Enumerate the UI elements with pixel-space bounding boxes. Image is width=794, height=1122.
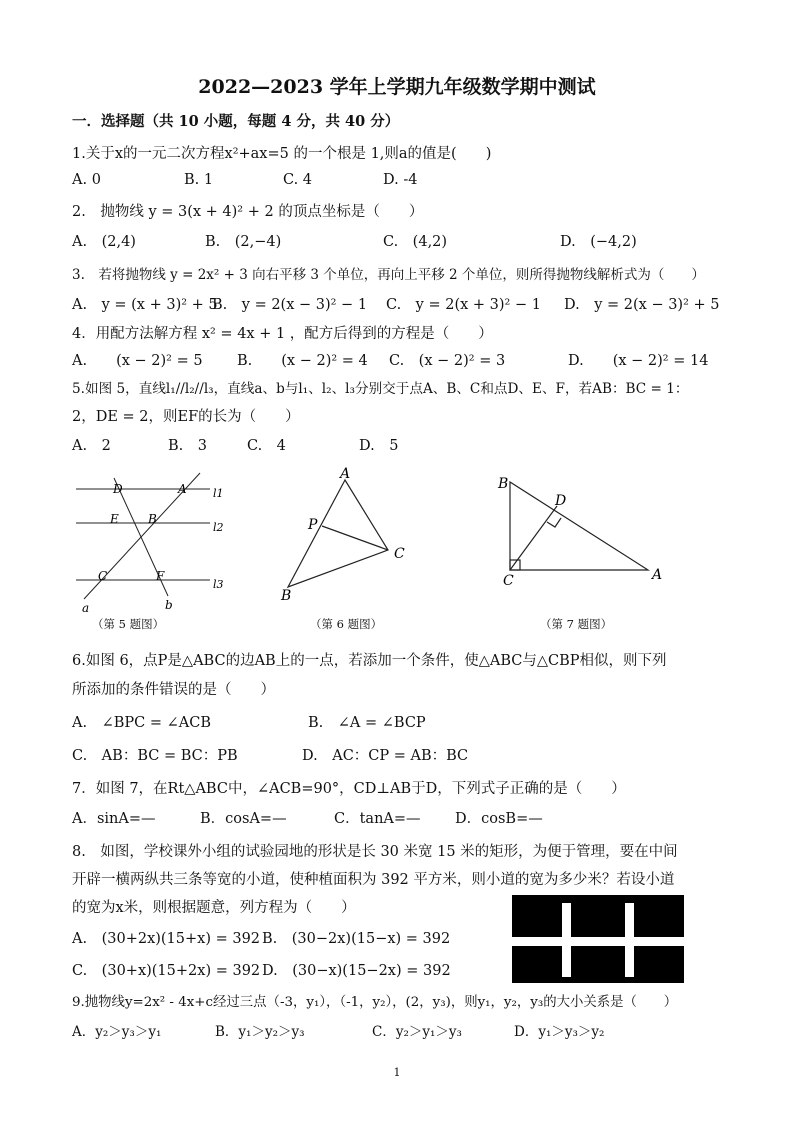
figure-5-caption: （第 5 题图） (92, 617, 165, 631)
question-6-stem-line1: 6.如图 6，点P是△ABC的边AB上的一点，若添加一个条件，使△ABC与△CBP相似，则下列 (72, 653, 667, 669)
figure-6-caption: （第 6 题图） (310, 617, 383, 631)
label-C: C (503, 573, 514, 589)
q4-option-c: C. (x − 2)² = 3 (389, 353, 506, 369)
label-A: A (340, 466, 351, 482)
q1-option-c: C. 4 (283, 172, 313, 188)
q5-option-c: C. 4 (247, 438, 286, 454)
question-8-stem-line1: 8. 如图，学校课外小组的试验园地的形状是长 30 米宽 15 米的矩形，为便于管理，要在中间 (72, 844, 678, 860)
q7-option-a: A．sinA=— (72, 811, 156, 827)
q3-option-a: A. y = (x + 3)² + 5 (72, 297, 218, 313)
label-l3: l3 (213, 578, 224, 591)
label-P: P (308, 517, 318, 533)
q9-option-d: D．y₁＞y₃＞y₂ (514, 1024, 605, 1040)
q1-option-d: D. -4 (383, 172, 418, 188)
q2-option-b: B. (2,−4) (205, 234, 282, 250)
question-5-stem-line1: 5.如图 5，直线l₁//l₂//l₃，直线a、b与l₁、l₂、l₃分别交于点A、B、C和点D、E、F，若AB：BC = 1： (72, 381, 689, 397)
label-A: A (652, 567, 663, 583)
q2-option-a: A. (2,4) (72, 234, 136, 250)
label-B: B (281, 588, 292, 604)
q8-option-d: D. (30−x)(15−2x) = 392 (262, 963, 451, 979)
label-E: E (110, 512, 119, 526)
question-1-stem: 1.关于x的一元二次方程x²+ax=5 的一个根是 1,则a的值是( ) (72, 146, 492, 162)
question-3-stem: 3. 若将抛物线 y = 2x² + 3 向右平移 3 个单位，再向上平移 2 个单位，则所得抛物线解析式为（ ） (72, 267, 705, 283)
q9-option-a: A．y₂＞y₃＞y₁ (72, 1024, 162, 1040)
q8-option-c: C. (30+x)(15+2x) = 392 (72, 963, 261, 979)
figure-5-parallel-lines (70, 466, 240, 616)
q3-option-b: B. y = 2(x − 3)² − 1 (212, 297, 368, 313)
figure-8-garden-paths (512, 895, 684, 983)
label-b: b (165, 598, 173, 612)
q7-option-d: D．cosB=— (455, 811, 543, 827)
page-title: 2022—2023 学年上学期九年级数学期中测试 (198, 76, 596, 98)
label-A: A (178, 482, 187, 496)
q3-option-d: D. y = 2(x − 3)² + 5 (564, 297, 720, 313)
label-F: F (156, 569, 165, 583)
figure-6-triangle (270, 462, 420, 607)
question-8-stem-line3: 的宽为x米，则根据题意，列方程为（ ） (72, 900, 356, 916)
question-8-stem-line2: 开辟一横两纵共三条等宽的小道，使种植面积为 392 平方米，则小道的宽为多少米？若设小道 (72, 872, 675, 888)
q8-option-a: A. (30+2x)(15+x) = 392 (72, 931, 261, 947)
label-D: D (113, 482, 123, 496)
q6-option-c: C. AB：BC = BC：PB (72, 748, 238, 764)
q6-option-b: B. ∠A = ∠BCP (308, 715, 426, 731)
label-B: B (148, 512, 157, 526)
q6-option-a: A. ∠BPC = ∠ACB (72, 715, 211, 731)
label-C: C (98, 569, 108, 583)
question-5-stem-line2: 2，DE = 2，则EF的长为（ ） (72, 409, 300, 425)
question-4-stem: 4．用配方法解方程 x² = 4x + 1 ，配方后得到的方程是（ ） (72, 326, 493, 342)
label-l1: l1 (213, 487, 224, 500)
q1-option-b: B. 1 (184, 172, 214, 188)
q9-option-b: B．y₁＞y₂＞y₃ (215, 1024, 305, 1040)
label-B: B (498, 476, 509, 492)
question-6-stem-line2: 所添加的条件错误的是（ ） (72, 682, 275, 698)
figure-7-right-triangle (488, 466, 678, 591)
q4-option-b: B. (x − 2)² = 4 (237, 353, 368, 369)
question-7-stem: 7．如图 7，在Rt△ABC中，∠ACB=90°，CD⊥AB于D，下列式子正确的是（ ） (72, 781, 626, 797)
label-C: C (394, 546, 405, 562)
q1-option-a: A. 0 (72, 172, 101, 188)
question-9-stem: 9.抛物线y=2x² - 4x+c经过三点（-3，y₁），（-1，y₂），(2，y₃)，则y₁，y₂，y₃的大小关系是（ ） (72, 995, 678, 1010)
label-a: a (82, 601, 90, 615)
q6-option-d: D. AC：CP = AB：BC (302, 748, 469, 764)
question-2-stem: 2. 抛物线 y = 3(x + 4)² + 2 的顶点坐标是（ ） (72, 204, 424, 220)
q5-option-d: D. 5 (359, 438, 399, 454)
figure-7-caption: （第 7 题图） (540, 617, 613, 631)
q5-option-a: A. 2 (72, 438, 111, 454)
q4-option-d: D. (x − 2)² = 14 (568, 353, 709, 369)
q3-option-c: C. y = 2(x + 3)² − 1 (386, 297, 541, 313)
section-heading: 一．选择题（共 10 小题，每题 4 分，共 40 分） (72, 113, 400, 130)
q5-option-b: B. 3 (168, 438, 207, 454)
q9-option-c: C．y₂＞y₁＞y₃ (372, 1024, 462, 1040)
q7-option-c: C．tanA=— (334, 811, 421, 827)
label-D: D (555, 493, 567, 509)
q4-option-a: A. (x − 2)² = 5 (72, 353, 203, 369)
q2-option-c: C. (4,2) (383, 234, 448, 250)
q8-option-b: B. (30−2x)(15−x) = 392 (262, 931, 451, 947)
page-number: 1 (393, 1066, 401, 1079)
q2-option-d: D. (−4,2) (560, 234, 637, 250)
q7-option-b: B．cosA=— (200, 811, 287, 827)
label-l2: l2 (213, 521, 224, 534)
